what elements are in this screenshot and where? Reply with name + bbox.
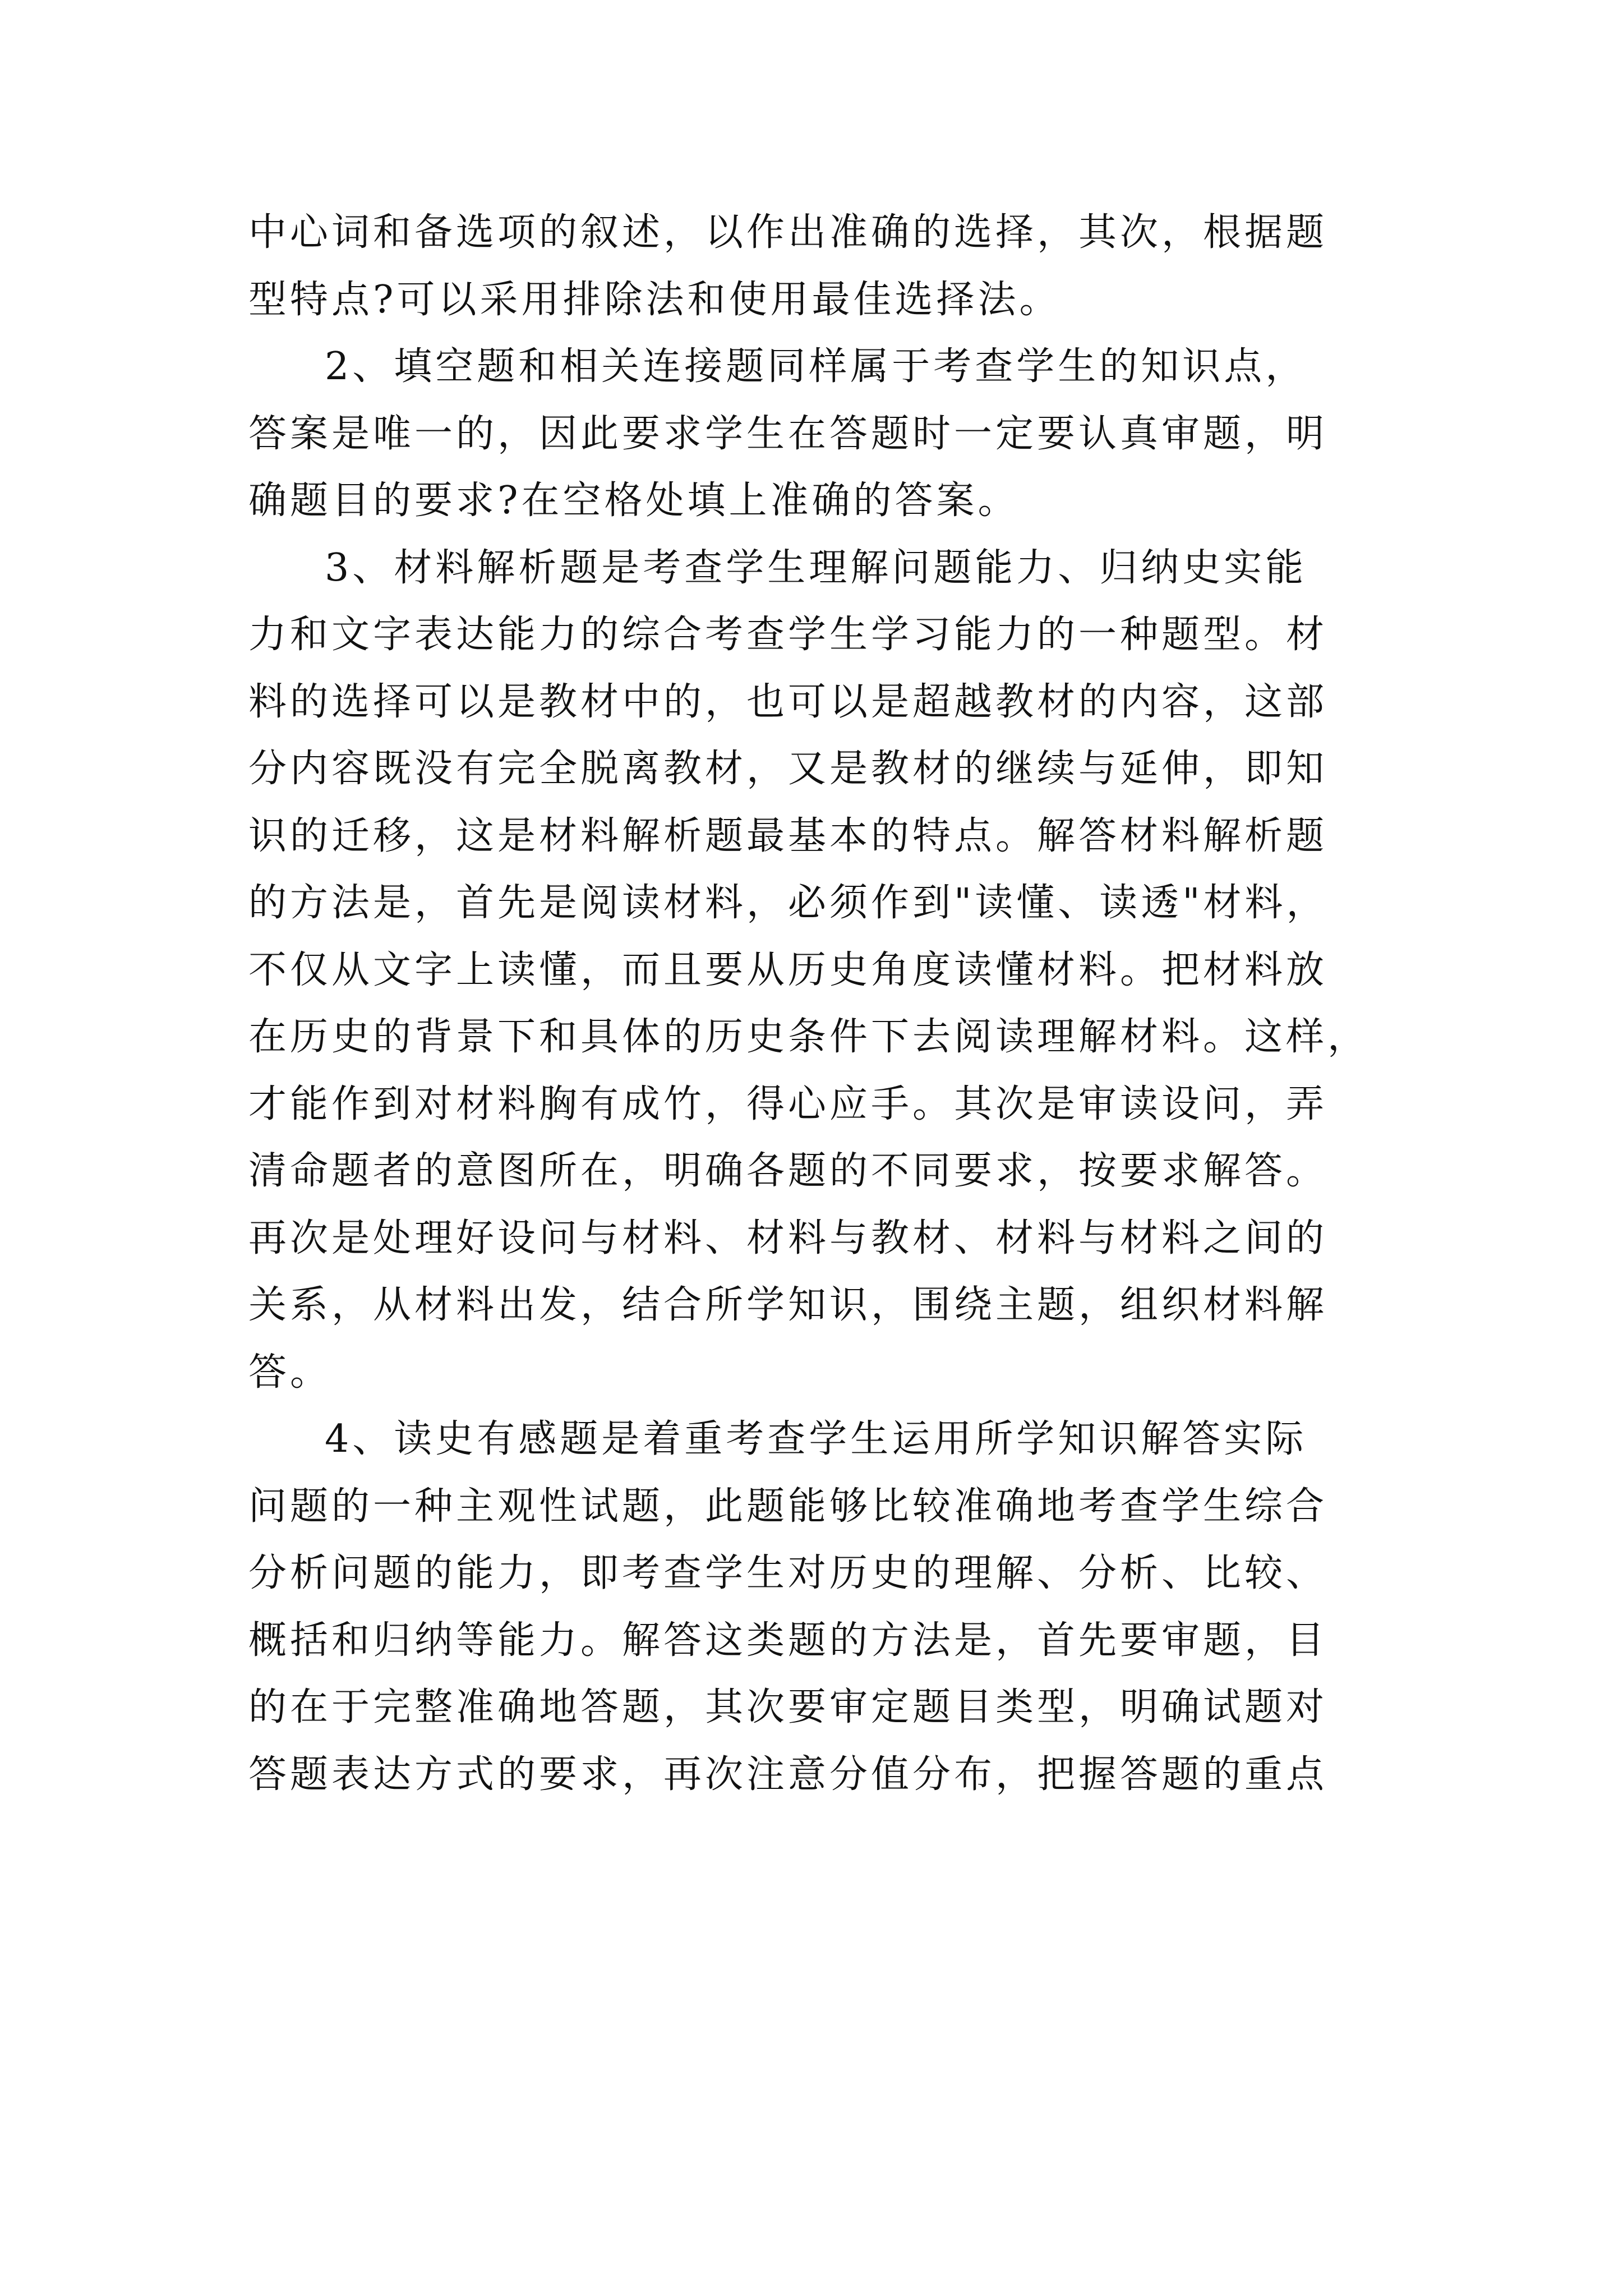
text-line: 才能作到对材料胸有成竹，得心应手。其次是审读设问，弄: [248, 1082, 1328, 1126]
text-line: 答。: [248, 1350, 332, 1395]
text-line: 确题目的要求?在空格处填上准确的答案。: [248, 478, 1020, 523]
text-line: 分析问题的能力，即考查学生对历史的理解、分析、比较、: [248, 1551, 1328, 1595]
text-line: 关系，从材料出发，结合所学知识，围绕主题，组织材料解: [248, 1283, 1328, 1327]
paragraph-material-analysis: [248, 535, 1376, 1406]
text-line: 的在于完整准确地答题，其次要审定题目类型，明确试题对: [248, 1685, 1328, 1729]
text-line: 3、材料解析题是考查学生理解问题能力、归纳史实能: [325, 545, 1307, 590]
text-line: 2、填空题和相关连接题同样属于考查学生的知识点，: [325, 344, 1307, 389]
document-body: [248, 199, 1376, 1808]
text-line: 答题表达方式的要求，再次注意分值分布，把握答题的重点: [248, 1752, 1328, 1797]
text-line: 识的迁移，这是材料解析题最基本的特点。解答材料解析题: [248, 813, 1328, 858]
paragraph-history-reflection: [248, 1406, 1376, 1808]
text-line: 概括和归纳等能力。解答这类题的方法是，首先要审题，目: [248, 1618, 1328, 1663]
text-line: 答案是唯一的，因此要求学生在答题时一定要认真审题，明: [248, 411, 1328, 456]
paragraph-fill-in-questions: [248, 333, 1376, 535]
paragraph-continuation: [248, 199, 1376, 333]
text-line: 料的选择可以是教材中的，也可以是超越教材的内容，这部: [248, 679, 1328, 724]
text-line: 分内容既没有完全脱离教材，又是教材的继续与延伸，即知: [248, 747, 1328, 791]
text-line: 再次是处理好设问与材料、材料与教材、材料与材料之间的: [248, 1216, 1328, 1260]
text-line: 力和文字表达能力的综合考查学生学习能力的一种题型。材: [248, 613, 1328, 657]
text-line: 4、读史有感题是着重考查学生运用所学知识解答实际: [325, 1417, 1307, 1461]
text-line: 的方法是，首先是阅读材料，必须作到"读懂、读透"材料，: [248, 881, 1328, 925]
text-line: 清命题者的意图所在，明确各题的不同要求，按要求解答。: [248, 1149, 1328, 1193]
text-line: 问题的一种主观性试题，此题能够比较准确地考查学生综合: [248, 1484, 1328, 1529]
text-line: 型特点?可以采用排除法和使用最佳选择法。: [248, 277, 1061, 322]
text-line: 不仅从文字上读懂，而且要从历史角度读懂材料。把材料放: [248, 947, 1328, 992]
text-line: 中心词和备选项的叙述，以作出准确的选择，其次，根据题: [248, 210, 1328, 255]
text-line: 在历史的背景下和具体的历史条件下去阅读理解材料。这样，: [248, 1015, 1370, 1059]
